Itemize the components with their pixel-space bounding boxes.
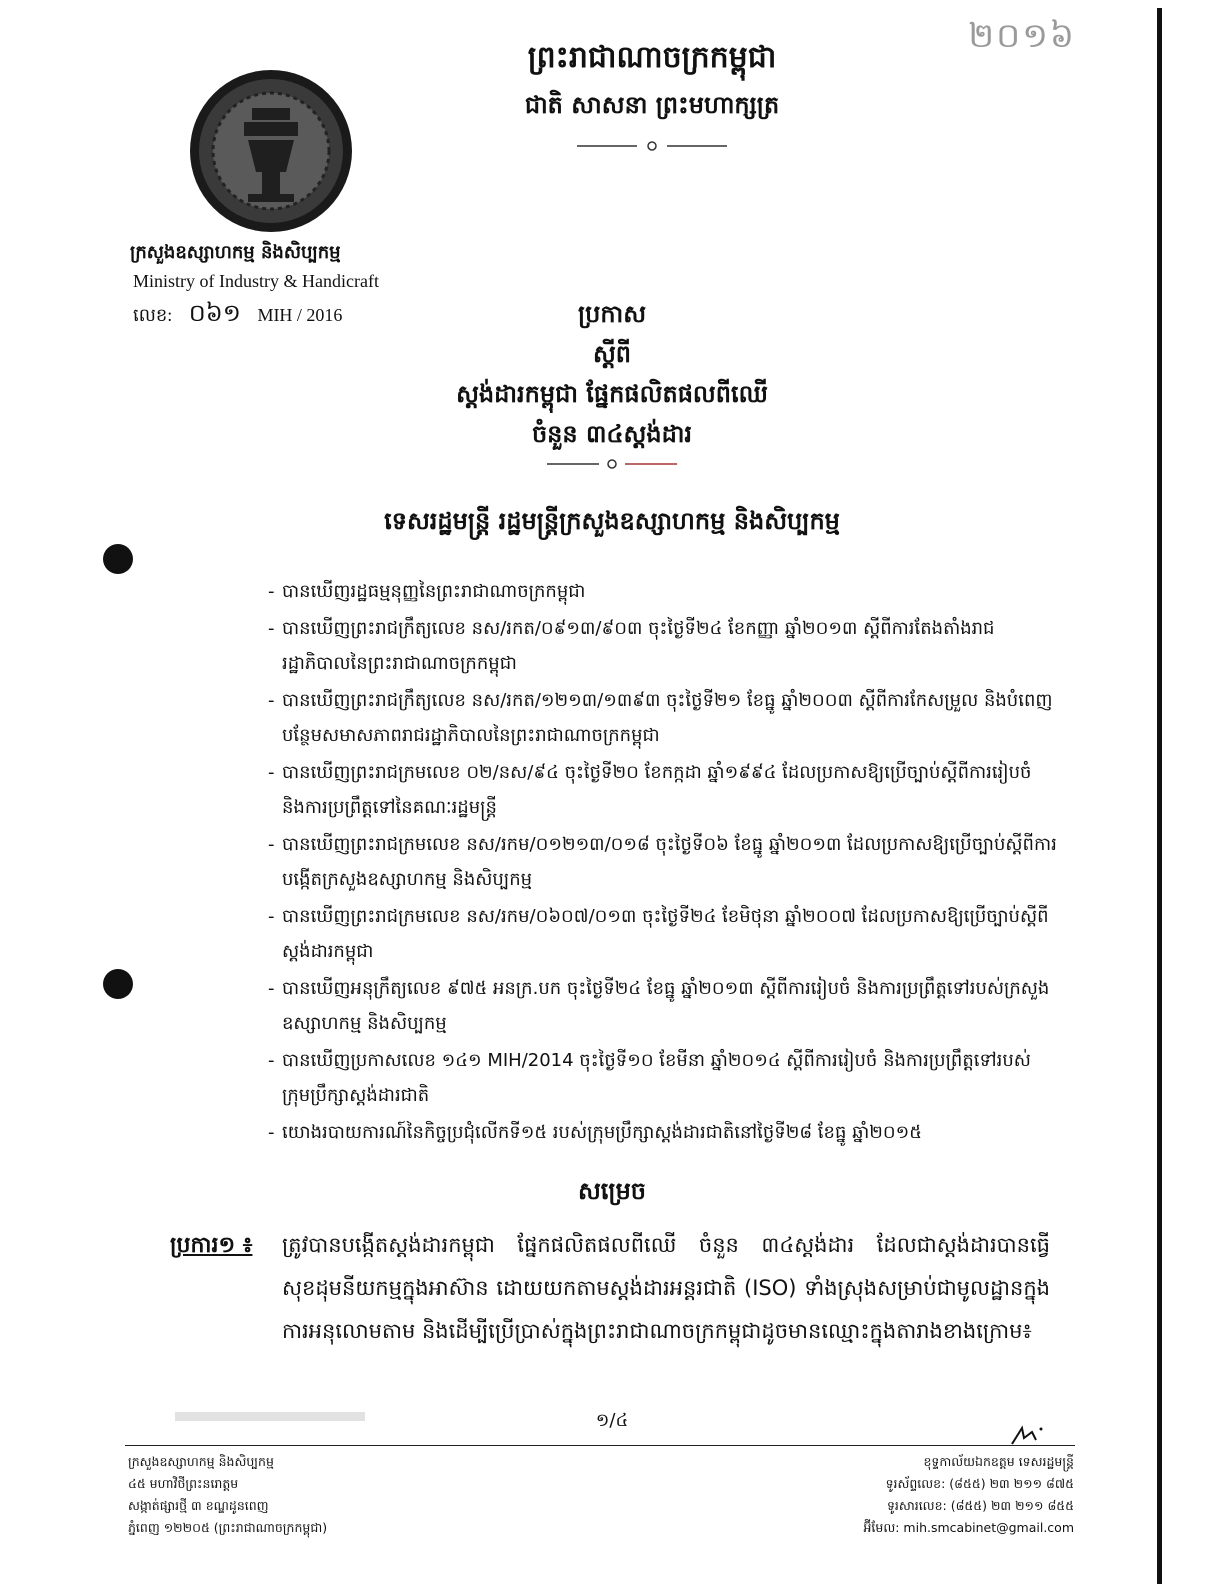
title-ornament <box>0 458 1224 474</box>
divider-ornament-icon <box>577 140 727 152</box>
article-text: ត្រូវបានបង្កើតស្តង់ដារកម្ពុជា ផ្នែកផលិតផលពីឈើ ចំនួន ៣៤ស្តង់ដារ ដែលជាស្តង់ដារបានធ្វើសុខដុមនីយកម្មក្នុងអាស៊ាន ដោយយកតាមស្តង់ដារអន្តរជាតិ (ISO) ទាំងស្រុងសម្រាប់ជាមូលដ្ឋានក្នុងការអនុលោមតាម និងដើម្បីប្រើប្រាស់ក្នុងព្រះរាជាណាចក្រកម្ពុជាដូចមានឈ្មោះក្នុងតារាងខាងក្រោម៖ <box>282 1233 1050 1343</box>
punch-hole <box>103 544 133 574</box>
kingdom-heading: ព្រះរាជាណាចក្រកម្ពុជា <box>527 40 777 75</box>
legal-basis-list <box>268 574 1058 1152</box>
ministry-name-kh: ក្រសួងឧស្សាហកម្ម និងសិប្បកម្ម <box>130 242 341 263</box>
page-number: ១/៤ <box>595 1410 629 1431</box>
article-1 <box>170 1224 1050 1353</box>
ref-suffix: MIH / 2016 <box>257 305 343 325</box>
fax-line: ទូរសារលេខ: (៨៥៥) ២៣ ២១១ ៨៥៥ <box>886 1498 1074 1513</box>
ref-label: លេខ: <box>133 305 173 325</box>
initial-signature-icon <box>1010 1424 1046 1446</box>
title-line-3: ស្តង់ដារកម្ពុជា ផ្នែកផលិតផលពីឈើ <box>456 379 768 408</box>
footer-contact <box>864 1451 1075 1539</box>
list-item: - បានឃើញអនុក្រឹត្យលេខ ៩៧៥ អនក្រ.បក ចុះថ្ងៃទី២៤ ខែធ្នូ ឆ្នាំ២០១៣ ស្តីពីការរៀបចំ និងការប្រព្រឹត្តទៅរបស់ក្រសួងឧស្សាហកម្ម និងសិប្បកម្ម <box>268 971 1058 1041</box>
ministry-name-en: Ministry of Industry & Handicraft <box>133 271 379 291</box>
punch-hole <box>103 969 133 999</box>
decision-heading: សម្រេច <box>577 1176 647 1205</box>
list-item: - បានឃើញប្រកាសលេខ ១៤១ MIH/2014 ចុះថ្ងៃទី១០ ខែមីនា ឆ្នាំ២០១៤ ស្តីពីការរៀបចំ និងការប្រព្រឹត្តទៅរបស់ក្រុមប្រឹក្សាស្តង់ដារជាតិ <box>268 1043 1058 1113</box>
list-item: - បានឃើញព្រះរាជក្រឹត្យលេខ នស/រកត/០៩១៣/៩០៣ ចុះថ្ងៃទី២៤ ខែកញ្ញា ឆ្នាំ២០១៣ ស្តីពីការតែងតាំងរាជរដ្ឋាភិបាលនៃព្រះរាជាណាចក្រកម្ពុជា <box>268 611 1058 681</box>
minister-heading: ទេសរដ្ឋមន្ត្រី រដ្ឋមន្ត្រីក្រសួងឧស្សាហកម្ម និងសិប្បកម្ម <box>384 506 840 535</box>
title-line-4: ចំនួន ៣៤ស្តង់ដារ <box>531 419 693 448</box>
address-line: ៤៥ មហាវិថីព្រះនរោត្តម <box>128 1476 239 1491</box>
ref-number: ០៦១ <box>188 299 241 327</box>
footer-address <box>128 1451 327 1539</box>
address-line: ភ្នំពេញ ១២២០៥ (ព្រះរាជាណាចក្រកម្ពុជា) <box>128 1520 328 1535</box>
list-item: - បានឃើញព្រះរាជក្រមលេខ នស/រកម/០៦០៧/០១៣ ចុះថ្ងៃទី២៤ ខែមិថុនា ឆ្នាំ២០០៧ ដែលប្រកាសឱ្យប្រើច្បាប់ស្តីពីស្តង់ដារកម្ពុជា <box>268 899 1058 969</box>
header-ornament <box>0 140 1224 156</box>
address-line: សង្កាត់ផ្សារថ្មី ៣ ខណ្ឌដូនពេញ <box>128 1498 269 1513</box>
document-title <box>0 294 1224 454</box>
national-motto: ជាតិ សាសនា ព្រះមហាក្សត្រ <box>524 90 780 119</box>
list-item: - បានឃើញព្រះរាជក្រឹត្យលេខ នស/រកត/១២១៣/១៣៩៣ ចុះថ្ងៃទី២១ ខែធ្នូ ឆ្នាំ២០០៣ ស្តីពីការកែសម្រួល និងបំពេញបន្ថែមសមាសភាពរាជរដ្ឋាភិបាលនៃព្រះរាជាណាចក្រកម្ពុជា <box>268 683 1058 753</box>
email-line: អ៊ីមែល: mih.smcabinet@gmail.com <box>863 1520 1074 1535</box>
title-line-2: ស្ដីពី <box>592 339 632 368</box>
title-line-1: ប្រកាស <box>577 299 647 328</box>
list-item: - បានឃើញរដ្ឋធម្មនុញ្ញនៃព្រះរាជាណាចក្រកម្ពុជា <box>268 574 1058 609</box>
phone-line: ទូរស័ព្ទលេខ: (៨៥៥) ២៣ ២១១ ៨៧៥ <box>885 1476 1074 1491</box>
article-label: ប្រការ១ ៖ <box>170 1232 253 1258</box>
address-line: ក្រសួងឧស្សាហកម្ម និងសិប្បកម្ម <box>128 1454 274 1469</box>
list-item: - បានឃើញព្រះរាជក្រមលេខ នស/រកម/០១២១៣/០១៨ ចុះថ្ងៃទី០៦ ខែធ្នូ ឆ្នាំ២០១៣ ដែលប្រកាសឱ្យប្រើច្បាប់ស្តីពីការបង្កើតក្រសួងឧស្សាហកម្ម និងសិប្បកម្ម <box>268 827 1058 897</box>
contact-heading: ខុទ្ទកាល័យឯកឧត្តម ទេសរដ្ឋមន្ត្រី <box>923 1454 1074 1469</box>
ministry-seal-icon <box>188 68 354 234</box>
divider-ornament-icon <box>547 458 677 470</box>
footer-divider <box>125 1445 1075 1446</box>
list-item: - យោងរបាយការណ៍នៃកិច្ចប្រជុំលើកទី១៥ របស់ក្រុមប្រឹក្សាស្តង់ដារជាតិនៅថ្ងៃទី២៨ ខែធ្នូ ឆ្នាំ២០១៥ <box>268 1115 1058 1150</box>
page-edge-bar <box>1157 8 1162 1584</box>
year-stamp: ២០១៦ <box>968 16 1076 56</box>
list-item: - បានឃើញព្រះរាជក្រមលេខ ០២/នស/៩៤ ចុះថ្ងៃទី២០ ខែកក្កដា ឆ្នាំ១៩៩៤ ដែលប្រកាសឱ្យប្រើច្បាប់ស្តីពីការរៀបចំ និងការប្រព្រឹត្តទៅនៃគណៈរដ្ឋមន្ត្រី <box>268 755 1058 825</box>
